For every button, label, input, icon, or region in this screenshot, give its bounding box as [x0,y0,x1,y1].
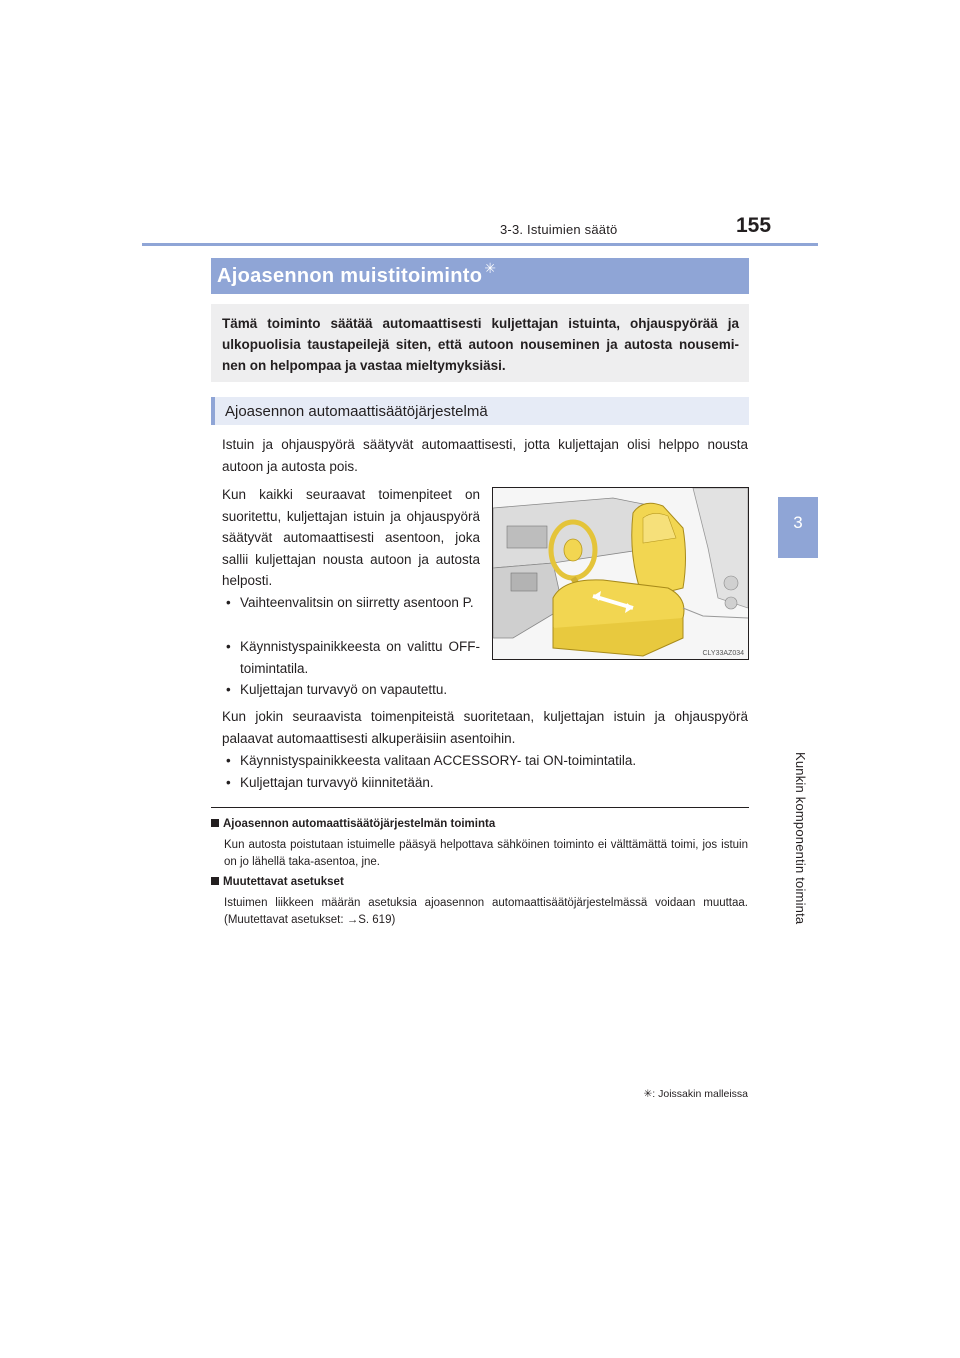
header-rule [142,243,818,246]
paragraph-2: Kun kaikki seuraavat toimenpiteet on suoritettu, kuljettajan istuin ja ohjauspyörä säätyvät automaattisesti asentoon, joka sallii kuljettajan nousta autoon ja autosta helposti. [222,487,480,588]
note-text: Kun autosta poistutaan istuimelle pääsyä helpottava sähköinen toiminto ei välttämättä toimi, jos istuin on jo lähellä taka-asentoa, jne. [224,839,748,868]
subsection-title-bar [211,397,749,425]
note-text: Istuimen liikkeen määrän asetuksia ajoasennon automaattisäätöjärjestelmässä voidaan muuttaa. (Muutettavat asetukset: →S. 619) [224,897,748,926]
bullet-icon: • [226,753,231,768]
note-heading-text: Muutettavat asetukset [223,876,344,888]
square-bullet-icon [211,877,219,885]
bullet-icon: • [226,775,231,790]
seat-illustration [492,487,749,660]
bullet-icon: • [226,682,231,697]
footnote: ✳: Joissakin malleissa [643,1088,748,1100]
note-heading-text: Ajoasennon automaattisäätöjärjestelmän toiminta [223,818,496,830]
bullet-icon: • [226,595,231,610]
subsection-title: Ajoasennon automaattisäätöjärjestelmä [225,402,488,420]
note-heading [211,818,495,830]
list-item-text: Kuljettajan turvavyö on vapautettu. [240,682,448,697]
list-item-text: Käynnistyspainikkeesta on valittu OFF-toimintatila. [240,639,480,676]
figure-code: CLY33AZ034 [702,650,744,657]
paragraph-3: Kun jokin seuraavista toimenpiteistä suoritetaan, kuljettajan istuin ja ohjauspyörä palaavat automaattisesti alkuperäisiin asentoihin. [222,709,748,746]
list-item-text: Vaihteenvalitsin on siirretty asentoon P. [240,595,474,610]
notes-divider [211,807,749,808]
intro-box [211,304,749,382]
chapter-label: Kunkin komponentin toiminta [793,752,808,925]
list-item [226,750,746,772]
list-item-text: Käynnistyspainikkeesta valitaan ACCESSORY- tai ON-toimintatila. [240,753,637,768]
car-interior-drawing [493,488,748,659]
chapter-number: 3 [793,513,803,532]
paragraph-1: Istuin ja ohjauspyörä säätyvät automaattisesti, jotta kuljettajan olisi helppo nousta autoon ja autosta pois. [222,437,748,474]
section-title-bar [211,258,749,294]
intro-text: Tämä toiminto säätää automaattisesti kuljettajan istuinta, ohjauspyörää ja ulkopuolisia taustapeilejä siten, että autoon nouseminen ja autosta nousemi-nen on helpompaa ja vastaa mieltymyksiäsi. [222,316,739,373]
list-item-text: Kuljettajan turvavyö kiinnitetään. [240,775,434,790]
section-title: Ajoasennon muistitoiminto [217,264,483,287]
page-number: 155 [736,214,772,237]
list-item [226,592,480,614]
note-heading [211,876,344,888]
square-bullet-icon [211,819,219,827]
running-header-section: 3-3. Istuimien säätö [500,222,618,237]
bullet-icon: • [226,639,231,654]
asterisk-icon: ✳ [484,259,497,276]
list-item [226,679,480,701]
list-item [226,636,480,679]
list-item [226,772,746,794]
